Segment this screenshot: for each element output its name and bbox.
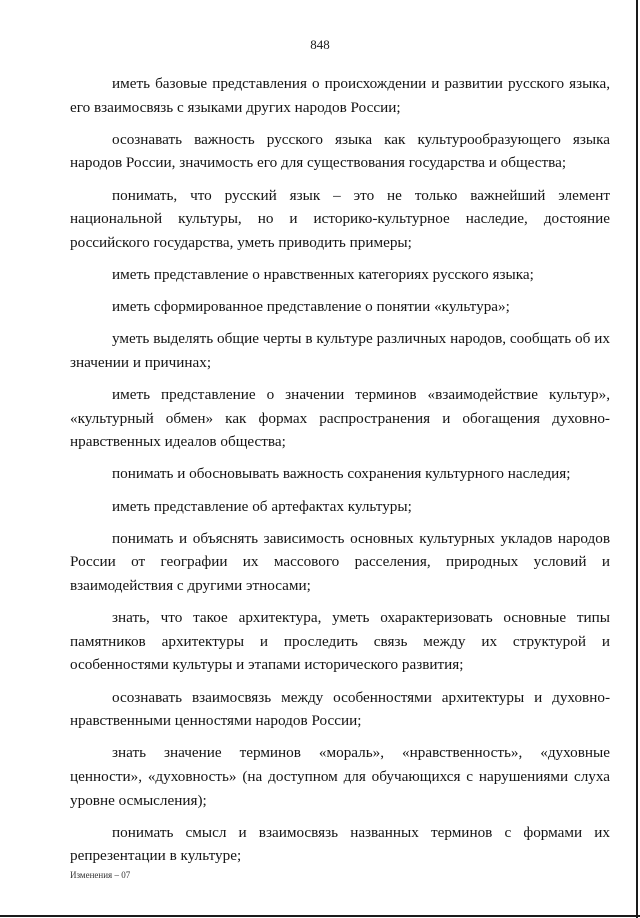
paragraph: иметь базовые представления о происхождении и развитии русского языка, его взаимосвязь с языками других народов России; bbox=[70, 75, 610, 116]
page-number: 848 bbox=[310, 37, 330, 52]
paragraph: иметь представление о значении терминов «взаимодействие культур», «культурный обмен» как формах распространения и обогащения духовно-нравственных идеалов общества; bbox=[70, 386, 610, 451]
paragraph: понимать смысл и взаимосвязь названных терминов с формами их репрезентации в культуре; bbox=[70, 823, 610, 865]
paragraph: иметь сформированное представление о понятии «культура»; bbox=[112, 298, 510, 316]
body-text bbox=[70, 72, 610, 877]
paragraph: осознавать взаимосвязь между особенностями архитектуры и духовно-нравственными ценностями народов России; bbox=[70, 688, 610, 730]
scan-edge-right bbox=[636, 0, 638, 918]
paragraph: осознавать важность русского языка как культурообразующего языка народов России, значимость его для существования государства и общества; bbox=[70, 130, 610, 172]
paragraph: иметь представление о нравственных категориях русского языка; bbox=[112, 265, 534, 283]
paragraph: уметь выделять общие черты в культуре различных народов, сообщать об их значении и причинах; bbox=[70, 330, 610, 371]
paragraph: знать, что такое архитектура, уметь охарактеризовать основные типы памятников архитектуры и проследить связь между их структурой и особенностями культуры и этапами исторического развития; bbox=[70, 609, 610, 674]
paragraph: иметь представление об артефактах культуры; bbox=[112, 497, 412, 515]
footer-revision-note: Изменения – 07 bbox=[70, 870, 131, 880]
paragraph: знать значение терминов «мораль», «нравственность», «духовные ценности», «духовность» (на доступном для обучающихся с нарушениями слуха уровне осмысления); bbox=[70, 744, 610, 809]
paragraph: понимать и объяснять зависимость основных культурных укладов народов России от географии их массового расселения, природных условий и взаимодействия с другими этносами; bbox=[70, 529, 610, 595]
paragraph: понимать и обосновывать важность сохранения культурного наследия; bbox=[112, 465, 571, 483]
paragraph: понимать, что русский язык – это не только важнейший элемент национальной культуры, но и историко-культурное наследие, достояние российского государства, уметь приводить примеры; bbox=[70, 186, 610, 251]
scan-edge-bottom bbox=[0, 915, 640, 917]
